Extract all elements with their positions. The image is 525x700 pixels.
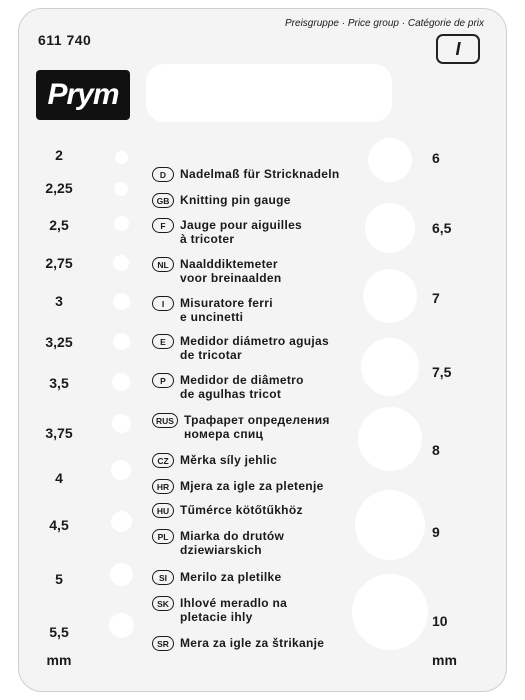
left-size-label: 3,75 — [45, 425, 73, 441]
language-row — [152, 257, 382, 285]
language-row — [152, 334, 382, 362]
gauge-hole-left — [115, 151, 128, 164]
left-size-label: 5 — [55, 571, 63, 587]
language-row — [152, 453, 382, 468]
left-size-label: 4,5 — [49, 517, 69, 533]
left-size-label: 3 — [55, 293, 63, 309]
language-text: Měrka síly jehlic — [180, 453, 278, 467]
right-size-label: 6,5 — [432, 220, 452, 236]
left-size-label: 5,5 — [49, 624, 69, 640]
left-size-label: 3,5 — [49, 375, 69, 391]
gauge-hole-left — [111, 460, 131, 480]
language-code-badge: D — [152, 167, 174, 182]
hanging-slot — [146, 64, 392, 122]
language-row — [152, 413, 382, 441]
language-code-badge: SR — [152, 636, 174, 651]
language-code-badge: CZ — [152, 453, 174, 468]
language-row — [152, 373, 382, 401]
language-code-badge: F — [152, 218, 174, 233]
language-text: Merilo za pletilke — [180, 570, 282, 584]
language-row — [152, 529, 382, 557]
unit-right: mm — [432, 652, 457, 668]
right-size-label: 8 — [432, 442, 440, 458]
language-code-badge: E — [152, 334, 174, 349]
gauge-hole-left — [112, 373, 130, 391]
language-text: Трафарет определения номера спиц — [183, 413, 330, 441]
right-size-label: 9 — [432, 524, 440, 540]
left-size-label: 2 — [55, 147, 63, 163]
right-size-label: 6 — [432, 150, 440, 166]
right-size-label: 10 — [432, 613, 448, 629]
gauge-hole-left — [114, 216, 129, 231]
gauge-hole-left — [114, 182, 128, 196]
language-text: Medidor diámetro agujas de tricotar — [180, 334, 329, 362]
language-row — [152, 570, 382, 585]
language-text: Naalddiktemeter voor breinaalden — [180, 257, 282, 285]
gauge-hole-left — [113, 255, 129, 271]
language-row — [152, 479, 382, 494]
language-row — [152, 636, 382, 651]
language-code-badge: RUS — [152, 413, 178, 428]
price-group-box — [436, 34, 480, 64]
language-code-badge: HR — [152, 479, 174, 494]
language-row — [152, 296, 382, 324]
price-group-label: Preisgruppe · Price group · Catégorie de prix — [285, 18, 484, 29]
language-code-badge: NL — [152, 257, 174, 272]
left-size-label: 3,25 — [45, 334, 73, 350]
right-size-label: 7,5 — [432, 364, 452, 380]
language-text: Tűmérce kötőtűkhöz — [180, 503, 303, 517]
language-text: Medidor de diâmetro de agulhas tricot — [180, 373, 304, 401]
gauge-hole-left — [113, 293, 130, 310]
language-text: Knitting pin gauge — [180, 193, 291, 207]
language-text: Mjera za igle za pletenje — [180, 479, 324, 493]
right-size-label: 7 — [432, 290, 440, 306]
gauge-hole-left — [111, 511, 132, 532]
prym-logo: Prym — [36, 70, 130, 120]
language-code-badge: SI — [152, 570, 174, 585]
left-size-label: 2,75 — [45, 255, 73, 271]
language-row — [152, 193, 382, 208]
language-text: Ihlové meradlo na pletacie ihly — [180, 596, 288, 624]
left-size-label: 2,5 — [49, 217, 69, 233]
language-text: Misuratore ferri e uncinetti — [180, 296, 273, 324]
language-code-badge: P — [152, 373, 174, 388]
language-code-badge: PL — [152, 529, 174, 544]
language-text: Miarka do drutów dziewiarskich — [180, 529, 285, 557]
left-size-label: 4 — [55, 470, 63, 486]
gauge-hole-left — [113, 333, 130, 350]
gauge-hole-left — [109, 613, 134, 638]
language-text: Mera za igle za štrikanje — [180, 636, 325, 650]
language-row — [152, 503, 382, 518]
article-number: 611 740 — [38, 32, 92, 48]
price-group-value: I — [455, 38, 461, 59]
language-row — [152, 167, 382, 182]
gauge-hole-left — [112, 414, 131, 433]
language-text: Nadelmaß für Stricknadeln — [180, 167, 340, 181]
language-code-badge: HU — [152, 503, 174, 518]
gauge-hole-left — [110, 563, 133, 586]
language-code-badge: GB — [152, 193, 174, 208]
left-size-label: 2,25 — [45, 180, 73, 196]
language-row — [152, 218, 382, 246]
language-code-badge: SK — [152, 596, 174, 611]
unit-left: mm — [46, 652, 72, 668]
language-code-badge: I — [152, 296, 174, 311]
language-text: Jauge pour aiguilles à tricoter — [180, 218, 303, 246]
language-row — [152, 596, 382, 624]
